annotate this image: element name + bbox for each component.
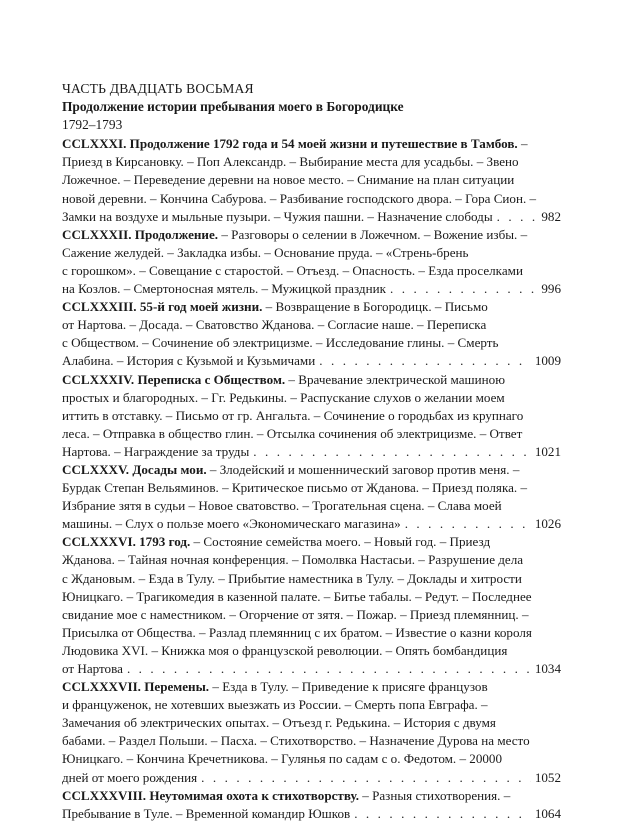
toc-entry-line: Замки на воздухе и мыльные пузыри. – Чужия пашни. – Назначение слободы (62, 208, 493, 224)
chapter-heading: 55-й год моей жизни. (139, 299, 263, 315)
toc-entry-first-line (62, 298, 561, 316)
chapter-summary-start: – Разныя стихотворения. – (358, 787, 511, 803)
toc-entry (62, 135, 561, 225)
toc-entry-line: машины. – Слух о пользе моего «Экономическаго магазина» (62, 516, 401, 532)
toc-page (62, 74, 561, 823)
toc-entry-line: Пребывание в Туле. – Временной командир Юшков (62, 805, 351, 821)
chapter-heading: Досады мои. (132, 461, 207, 477)
toc-entry-line: с Обществом. – Сочинение об электрицизме. – Исследование глины. – Смерть (62, 335, 499, 351)
chapter-title (62, 679, 209, 694)
toc-entry-line: Сажение желудей. – Закладка избы. – Основание пруда. – «Стрень-брень (62, 244, 469, 260)
chapter-number: CCLXXXVII. (62, 679, 141, 695)
chapter-heading: 1793 год. (139, 534, 191, 550)
toc-entry-first-line (62, 678, 561, 696)
toc-entry-last-line (62, 208, 561, 226)
chapter-heading: Перемены. (144, 679, 210, 695)
toc-entry-line: Юницкаго. – Трагикомедия в казенной палате. – Битье табалы. – Редут. – Последнее (62, 588, 532, 604)
page-number: 1009 (534, 353, 561, 369)
toc-entry-line: и француженок, не хотевших выезжать из России. – Смерть попа Евграфа. – (62, 697, 488, 713)
chapter-summary-start: – Злодейский и мошеннический заговор против меня. – (206, 461, 520, 477)
toc-entry-first-line (62, 226, 561, 244)
chapter-summary-start: – Врачевание электрической машиною (285, 371, 505, 387)
chapter-number: CCLXXXVI. (62, 534, 136, 550)
toc-entry-first-line (62, 461, 561, 479)
dot-leader (497, 208, 538, 226)
toc-entry-line: от Нартова. – Досада. – Сватовство Жданова. – Согласие наше. – Переписка (62, 317, 487, 333)
page-number: 1052 (534, 769, 561, 785)
chapter-heading: Продолжение 1792 года и 54 моей жизни и путешествие в Тамбов. (129, 136, 518, 152)
chapter-summary-start: – Состояние семейства моего. – Новый год. – Приезд (190, 534, 491, 550)
toc-entry-first-line (62, 533, 561, 551)
toc-entry-line: от Нартова (62, 661, 123, 676)
dot-leader (201, 769, 531, 787)
toc-entry-last-line (62, 769, 561, 787)
chapter-heading: Переписка с Обществом. (137, 371, 286, 387)
page-number: 1026 (534, 516, 561, 532)
toc-entry-line: дней от моего рождения (62, 769, 198, 785)
toc-entry-line: Нартова. – Награждение за труды (62, 443, 250, 459)
chapter-number: CCLXXXIII. (62, 299, 137, 315)
table-of-contents (62, 135, 561, 823)
chapter-title (62, 788, 359, 803)
part-title: ЧАСТЬ ДВАДЦАТЬ ВОСЬМАЯ (62, 81, 254, 96)
toc-entry-line: на Козлов. – Смертоносная мятель. – Мужицкой праздник (62, 281, 386, 297)
toc-entry-line: Присылка от Общества. – Разлад племянниц с их братом. – Известие о казни короля (62, 624, 532, 640)
dot-leader (319, 352, 531, 370)
dot-leader (253, 443, 531, 461)
toc-entry-line: Избрание зятя в судьи – Новое сватовство. – Трогательная сцена. – Слава моей (62, 498, 502, 514)
dot-leader (354, 805, 531, 823)
page-number: 1064 (534, 805, 561, 821)
toc-entry (62, 298, 561, 370)
toc-entry-line: Юницкаго. – Кончина Кречетникова. – Гулянья по садам с о. Федотом. – 20000 (62, 751, 503, 767)
toc-entry-first-line (62, 371, 561, 389)
toc-entry-line: Жданова. – Тайная ночная конференция. – Помолвка Настасьи. – Разрушение дела (62, 552, 524, 568)
toc-entry-line: иттить в отставку. – Письмо от гр. Ангальта. – Сочинение о городьбах из крупнаго (62, 407, 524, 423)
toc-entry-last-line (62, 443, 561, 461)
chapter-title (62, 136, 518, 151)
toc-entry-line: Бурдак Степан Вельяминов. – Критическое письмо от Жданова. – Приезд поляка. – (62, 480, 528, 496)
toc-entry-line: с горошком». – Совещание с старостой. – Отъезд. – Опасность. – Езда проселками (62, 262, 523, 278)
chapter-number: CCLXXXV. (62, 461, 130, 477)
toc-entry-last-line (62, 805, 561, 823)
toc-entry-line: бабами. – Раздел Польши. – Пасха. – Стихотворство. – Назначение Дурова на место (62, 733, 530, 749)
toc-entry-last-line (62, 280, 561, 298)
chapter-title (62, 462, 207, 477)
page-number: 982 (541, 208, 561, 224)
page-number: 1034 (534, 661, 561, 676)
chapter-title (62, 227, 218, 242)
chapter-heading: Неутомимая охота к стихотворству. (149, 787, 359, 803)
toc-entry-last-line (62, 515, 561, 533)
chapter-number: CCLXXXII. (62, 226, 132, 242)
page-number: 996 (541, 281, 561, 297)
toc-entry-line: с Ждановым. – Езда в Тулу. – Прибытие наместника в Тулу. – Доклады и хитрости (62, 570, 522, 586)
chapter-number: CCLXXXI. (62, 136, 127, 152)
toc-entry (62, 226, 561, 298)
chapter-summary-start: – Возвращение в Богородицк. – Письмо (262, 299, 488, 315)
chapter-summary-start: – Разговоры о селении в Ложечном. – Вожение избы. – (218, 226, 528, 242)
toc-entry-line: простых и благородных. – Гг. Редькины. – Распускание слухов о желании моем (62, 389, 505, 405)
toc-entry-line: Людовика XVI. – Книжка моя о французской революции. – Опять бомбандиция (62, 642, 508, 658)
chapter-title (62, 534, 190, 549)
toc-entry (62, 533, 561, 678)
toc-entry-first-line (62, 135, 561, 153)
dot-leader (405, 515, 531, 533)
toc-entry-line: новой деревни. – Кончина Сабурова. – Разбивание господского двора. – Гора Сион. – (62, 190, 537, 206)
toc-entry-first-line (62, 787, 561, 805)
toc-entry (62, 461, 561, 533)
toc-entry-line: Замечания об электрических опытах. – Отъезд г. Редькина. – История с двумя (62, 715, 496, 731)
toc-entry-line: свидание мое с наместником. – Огорчение от зятя. – Пожар. – Приезд племянниц. – (62, 606, 529, 622)
chapter-title (62, 299, 262, 314)
chapter-number: CCLXXXIV. (62, 371, 135, 387)
toc-entry (62, 371, 561, 461)
toc-entry-line: леса. – Отправка в общество глин. – Отсылка сочинения об электрицизме. – Ответ (62, 425, 523, 441)
dot-leader (390, 280, 537, 298)
chapter-heading: Продолжение. (134, 226, 219, 242)
chapter-summary-start: – (517, 136, 528, 152)
toc-entry (62, 787, 561, 823)
part-years: 1792–1793 (62, 117, 123, 133)
dot-leader (127, 660, 531, 678)
toc-entry-line: Приезд в Кирсановку. – Поп Александр. – Выбирание места для усадьбы. – Звено (62, 154, 519, 170)
toc-entry-line: Ложечное. – Переведение деревни на новое место. – Снимание на план ситуации (62, 172, 515, 188)
chapter-number: CCLXXXVIII. (62, 787, 147, 803)
toc-entry (62, 678, 561, 787)
toc-entry-line: Алабина. – История с Кузьмой и Кузьмичами (62, 353, 316, 369)
toc-entry-last-line (62, 352, 561, 370)
chapter-title (62, 372, 285, 387)
page-number: 1021 (534, 443, 561, 459)
chapter-summary-start: – Езда в Тулу. – Приведение к присяге французов (209, 679, 488, 695)
toc-entry-last-line (62, 660, 561, 678)
part-subtitle: Продолжение истории пребывания моего в Богородицке (62, 99, 404, 115)
